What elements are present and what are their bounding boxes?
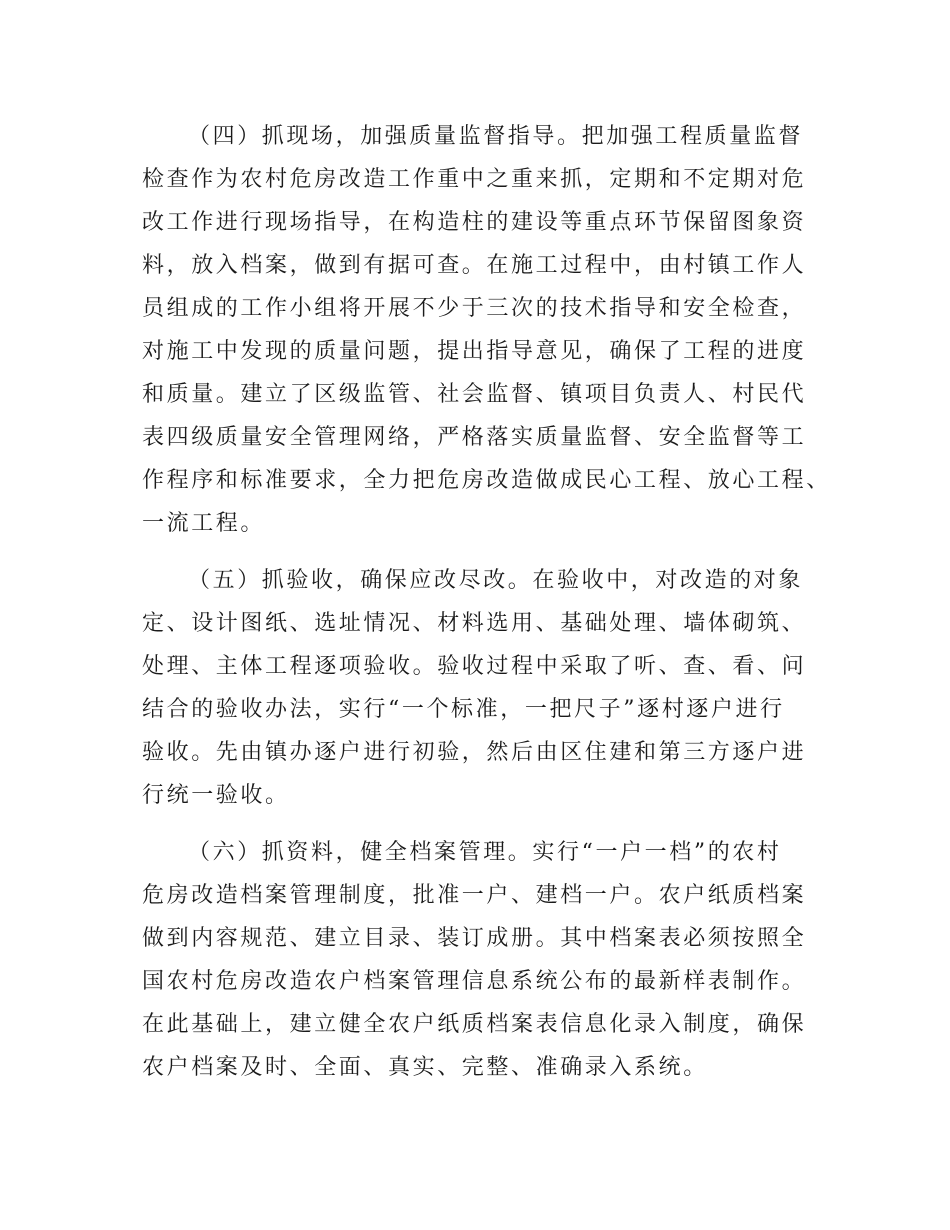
text-line: 料，放入档案，做到有据可查。在施工过程中，由村镇工作人	[142, 253, 807, 278]
text-line: 在此基础上，建立健全农户纸质档案表信息化录入制度，确保	[142, 1012, 807, 1037]
text-line: 作程序和标准要求，全力把危房改造做成民心工程、放心工程、	[142, 468, 831, 493]
text-line: 定、设计图纸、选址情况、材料选用、基础处理、墙体砌筑、	[142, 611, 807, 636]
text-line: 验收。先由镇办逐户进行初验，然后由区住建和第三方逐户进	[142, 740, 807, 765]
text-line: （五）抓验收，确保应改尽改。在验收中，对改造的对象	[188, 568, 804, 593]
text-line: 员组成的工作小组将开展不少于三次的技术指导和安全检查，	[142, 296, 807, 321]
text-line: 国农村危房改造农户档案管理信息系统公布的最新样表制作。	[142, 969, 807, 994]
text-line: 做到内容规范、建立目录、装订成册。其中档案表必须按照全	[142, 926, 807, 951]
text-line: （六）抓资料，健全档案管理。实行“一户一档”的农村	[188, 840, 782, 865]
text-line: 和质量。建立了区级监管、社会监督、镇项目负责人、村民代	[142, 382, 807, 407]
text-line: 对施工中发现的质量问题，提出指导意见，确保了工程的进度	[142, 339, 807, 364]
text-line: 改工作进行现场指导，在构造柱的建设等重点环节保留图象资	[142, 210, 807, 235]
text-line: 结合的验收办法，实行“一个标准，一把尺子”逐村逐户进行	[142, 697, 785, 722]
text-line: 处理、主体工程逐项验收。验收过程中采取了听、查、看、问	[142, 654, 807, 679]
text-line: 农户档案及时、全面、真实、完整、准确录入系统。	[142, 1055, 708, 1080]
text-line: 一流工程。	[142, 511, 266, 536]
text-line: 危房改造档案管理制度，批准一户、建档一户。农户纸质档案	[142, 883, 807, 908]
text-line: 表四级质量安全管理网络，严格落实质量监督、安全监督等工	[142, 425, 807, 450]
text-line: 行统一验收。	[142, 783, 290, 808]
text-line: （四）抓现场，加强质量监督指导。把加强工程质量监督	[188, 124, 804, 149]
text-line: 检查作为农村危房改造工作重中之重来抓，定期和不定期对危	[142, 167, 807, 192]
